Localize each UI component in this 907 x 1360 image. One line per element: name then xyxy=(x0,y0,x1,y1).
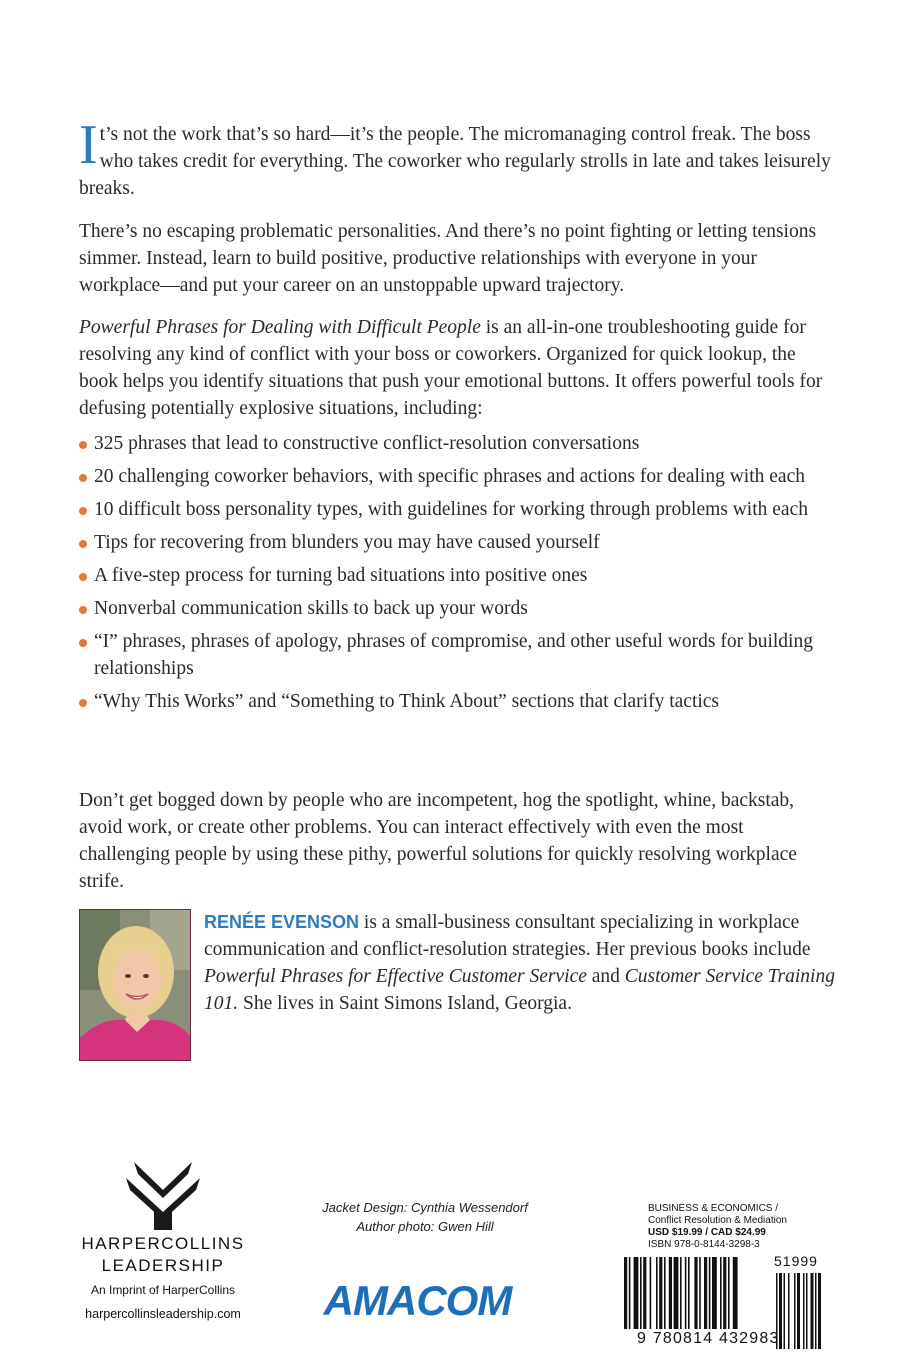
drop-cap: I xyxy=(79,114,98,176)
list-item: 20 challenging coworker behaviors, with specific phrases and actions for dealing with each xyxy=(79,463,849,490)
barcode-number: 9 780814 432983 xyxy=(637,1330,780,1347)
publisher-url: harpercollinsleadership.com xyxy=(85,1307,241,1321)
list-item: “I” phrases, phrases of apology, phrases of compromise, and other useful words for building relationships xyxy=(79,628,849,682)
publisher-line-1: HARPERCOLLINS xyxy=(81,1234,245,1253)
harpercollins-fire-water-logo-icon xyxy=(120,1160,206,1235)
paragraph-3-text: is an all-in-one troubleshooting guide for resolving any kind of conflict with your boss or coworkers. Organized for quick lookup, the book helps you identify situations that push your emotional buttons. It offers powerful tools for defusing potentially explosive situations, including: xyxy=(79,317,823,419)
list-item: “Why This Works” and “Something to Think About” sections that clarify tactics xyxy=(79,688,849,715)
author-bio xyxy=(204,909,854,1017)
publisher-name xyxy=(68,1233,258,1277)
list-item: A five-step process for turning bad situations into positive ones xyxy=(79,562,849,589)
author-photo-image xyxy=(80,910,190,1060)
previous-book-2: Customer Service Training 101. xyxy=(204,966,835,1014)
author-bio-text: She lives in Saint Simons Island, Georgia. xyxy=(238,993,572,1014)
barcode-addon-number: 51999 xyxy=(774,1253,818,1269)
list-item: 325 phrases that lead to constructive conflict-resolution conversations xyxy=(79,430,849,457)
paragraph-3 xyxy=(79,314,839,422)
category-line-1: BUSINESS & ECONOMICS / xyxy=(648,1203,779,1214)
paragraph-2: There’s no escaping problematic personalities. And there’s no point fighting or letting tensions simmer. Instead, learn to build positive, productive relationships with everyone in your workplace—and put your career on an unstoppable upward trajectory. xyxy=(79,221,817,296)
isbn: ISBN 978-0-8144-3298-3 xyxy=(648,1239,760,1250)
intro-paragraph xyxy=(79,114,839,202)
publisher-line-2: LEADERSHIP xyxy=(101,1256,225,1275)
amacom-logo: AMACOM xyxy=(323,1277,512,1324)
paragraph-4: Don’t get bogged down by people who are incompetent, hog the spotlight, whine, backstab, avoid work, or create other problems. You can interact effectively with even the most challenging people by using these pithy, powerful solutions for quickly resolving workplace strife. xyxy=(79,790,797,892)
list-item: 10 difficult boss personality types, with guidelines for working through problems with each xyxy=(79,496,849,523)
feature-list xyxy=(79,430,849,721)
list-item: Nonverbal communication skills to back up your words xyxy=(79,595,849,622)
previous-book-1: Powerful Phrases for Effective Customer Service xyxy=(204,966,587,987)
author-photo xyxy=(79,909,191,1061)
book-title: Powerful Phrases for Dealing with Difficult People xyxy=(79,317,481,338)
jacket-design-credit: Jacket Design: Cynthia Wessendorf xyxy=(322,1200,528,1215)
author-name: RENÉE EVENSON xyxy=(204,912,360,932)
price: USD $19.99 / CAD $24.99 xyxy=(648,1227,766,1238)
category-block xyxy=(648,1203,808,1251)
author-photo-credit: Author photo: Gwen Hill xyxy=(356,1219,494,1234)
list-item: Tips for recovering from blunders you may have caused yourself xyxy=(79,529,849,556)
author-bio-text: and xyxy=(586,966,625,987)
category-line-2: Conflict Resolution & Mediation xyxy=(648,1215,787,1226)
publisher-imprint: An Imprint of HarperCollins xyxy=(90,1283,236,1297)
intro-text: t’s not the work that’s so hard—it’s the people. The micromanaging control freak. The boss who takes credit for everything. The coworker who regularly strolls in late and takes leisurely breaks. xyxy=(79,124,831,199)
credits xyxy=(300,1198,550,1236)
author-bio-text: is a small-business consultant specializing in workplace communication and conflict-resolution strategies. Her previous books include xyxy=(204,912,811,960)
